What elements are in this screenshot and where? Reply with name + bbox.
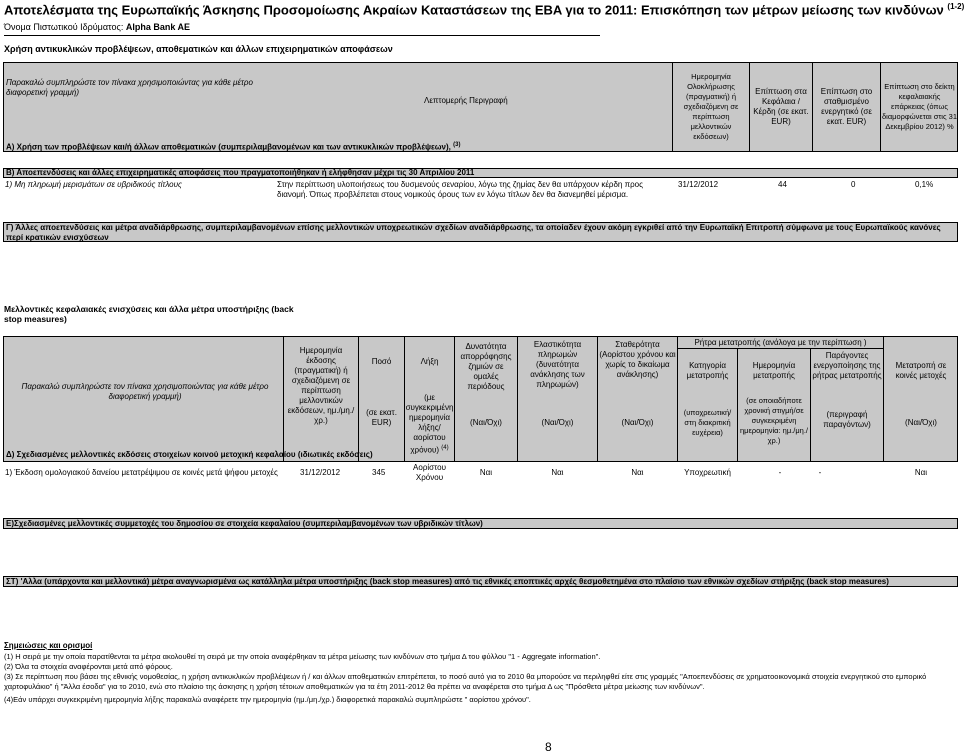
table2-rowST: ΣΤ) 'Αλλα (υπάρχοντα και μελλοντικά) μέτρα αναγνωρισμένα ως κατάλληλα μέτρα υποστήριξης (back stop measures) από τις εθνικές εποπτικές αρχές θεσμοθετημένα στο πλαίσιο των εθνικών σχεδίων στήριξης (back stop measures) [6, 577, 889, 586]
table2-conv-header: Ρήτρα μετατροπής (ανάλογα με την περίπτωση ) [694, 338, 867, 347]
table2-col-perm-sub: (Ναι/Όχι) [621, 418, 654, 427]
table2-rowE: Ε)Σχεδιασμένες μελλοντικές συμμετοχές του δημοσίου σε στοιχεία κεφαλαίου (συμπεριλαμβανομένων των υβριδικών τίτλων) [6, 519, 483, 528]
table2-col-convdate-sub: (σε οποιαδήποτε χρονική στιγμή/σε συγκεκριμένη ημερομηνία: ημ./μη./χρ.) [739, 396, 808, 445]
table2-col-factors-sub: (περιγραφή παραγόντων) [823, 410, 871, 429]
table2-col-flex-sub: (Ναι/Όχι) [541, 418, 574, 427]
table1-row1-rwa: 0 [851, 180, 856, 189]
table2-col-flex: Ελαστικότητα πληρωμών (δυνατότητα ανάκλησης των πληρωμών) [530, 340, 585, 389]
table2-col-factors: Παράγοντες ενεργοποίησης της ρήτρας μετατροπής [812, 351, 882, 380]
table1-rowG: Γ) Άλλες αποεπενδύσεις και μέτρα αναδιάρθρωσης, συμπεριλαμβανομένων επίσης μελλοντικών υποχρεωτικών σχεδίων αναδιάρθρωσης, τα οποίαδεν έχουν ακόμη εγκριθεί από την Ευρωπαϊκή Επιτροπή σύμφωνα με τους Ευρωπαϊκούς κανόνες περί κρατικών ενισχύσεων [6, 223, 941, 242]
table2-rowST-bar [3, 576, 958, 587]
table1-detail-header: Λεπτομερής Περιγραφή [424, 96, 508, 105]
table2-col-common: Μετατροπή σε κοινές μετοχές [895, 361, 947, 380]
table1-rowG-bar [3, 222, 958, 242]
note-4: (4)Εάν υπάρχει συγκεκριμένη ημερομηνία λήξης παρακαλώ αναφέρετε την ημερομηνία (ημ./μη./χρ.) διαφορετικά παρακαλώ συμπληρώστε " αορίστου χρόνου". [4, 695, 531, 704]
table2-instruction: Παρακαλώ συμπληρώστε τον πίνακα χρησιμοποιώντας για κάθε μέτρο διαφορετική γραμμή) [21, 382, 269, 401]
table2-col-maturity: Λήξη [420, 357, 439, 366]
table2-col-perm: Σταθερότητα (Αορίστου χρόνου και χωρίς το δικαίωμα ανάκλησης) [599, 340, 676, 379]
notes-title: Σημειώσεις και ορισμοί [4, 641, 93, 650]
table1-row1-date: 31/12/2012 [678, 180, 719, 189]
page-title: Αποτελέσματα της Ευρωπαϊκής Άσκησης Προσομοίωσης Ακραίων Καταστάσεων της EBA για το 2011: Επισκόπηση των μέτρων μείωσης των κινδύνων $^{(1-2)}$ [4, 2, 964, 18]
table1-row1-detail-1: Στην περίπτωση υλοποιήσεως του δυσμενούς σεναρίου, λόγω της ζημίας δεν θα υπάρχουν κέρδη προς [277, 180, 643, 189]
table2-col-maturity-sub: (με συγκεκριμένη ημερομηνία λήξης/ αορίστου χρόνου) $^{(4)}$ [405, 393, 454, 455]
table2-row1-maturity: Αορίστου Χρόνου [413, 463, 446, 482]
table1-col-date: Ημερομηνία Ολοκλήρωσης (πραγματική) ή σχεδιαζόμενη σε περίπτωση μελλοντικών εκδόσεων) [683, 72, 739, 141]
note-3b: χαρτοφυλάκιο" ή "Άλλα έσοδα" για το 2010, ενώ στο πλαίσιο της άσκησης η χρήση τέτοιων αποθεματικών για τα έτη 2011-2012 θα πρέπει να αναφέρεται στο τμήμα Δ ως "Πρόσθετα μέτρα μείωσης των κινδύνων". [4, 682, 705, 691]
table2-col-date: Ημερομηνία έκδοσης (πραγματική) ή σχεδιαζόμενη σε περίπτωση μελλοντικών εκδόσεων, ημ./μη./χρ.) [287, 345, 355, 425]
table2-col-amount: Ποσό [371, 357, 392, 366]
table1-col-rwa: Επίπτωση στο σταθμισμένο ενεργητικό (σε εκατ. EUR) [820, 87, 873, 126]
table2-col-amount-unit: (σε εκατ. EUR) [366, 408, 397, 427]
table2-col-cancel: Δυνατότητα απορρόφησης ζημιών σε ομαλές περιόδους [460, 342, 512, 391]
table1-rowA: Α) Χρήση των προβλέψεων και/ή άλλων αποθεματικών (συμπεριλαμβανομένων και των αντικυκλικών προβλέψεων), $^{(3)}$ [6, 142, 461, 152]
table2-col-cat-sub: (υποχρεωτική/ στη διακριτική ευχέρεια) [683, 408, 732, 437]
table1-row1-detail-2: διανομή. Όπως προβλέπεται στους νομικούς όρους των εν λόγω τίτλων δεν θα διανεμηθεί μέρισμα. [277, 190, 629, 199]
title-underline [4, 35, 600, 36]
table2-rowE-bar [3, 518, 958, 529]
table2-row1-cancel: Ναι [479, 468, 493, 477]
table2-row1-date: 31/12/2012 [300, 468, 341, 477]
table2-row1-cat: Υποχρεωτική [684, 468, 731, 477]
table2-row1-factors: - [818, 468, 822, 477]
table2-col-cancel-sub: (Ναι/Όχι) [470, 418, 502, 427]
table1-col-capital: Επίπτωση στα Κεφάλαια / Κέρδη (σε εκατ. EUR) [753, 87, 809, 126]
table2-row1-flex: Ναι [551, 468, 564, 477]
table1-rowB: Β) Αποεπενδύσεις και άλλες επιχειρηματικές αποφάσεις που πραγματοποιήθηκαν ή ελήφθησαν μέχρι τις 30 Απριλίου 2011 [6, 168, 475, 177]
note-1: (1) Η σειρά με την οποία παρατίθενται τα μέτρα ακολουθεί τη σειρά με την οποία αναφέρθηκαν τα μέτρα μείωσης των κινδύνων στο τμήμα Δ του φύλλου "1 - Aggregate information". [4, 652, 601, 661]
table1-rowB-bar [3, 168, 958, 178]
table1-row1-label: 1) Μη πληρωμή μερισμάτων σε υβριδικούς τίτλους [5, 180, 182, 189]
table2-rowD: Δ) Σχεδιασμένες μελλοντικές εκδόσεις στοιχείων κοινού μετοχική κεφαλαίου (ιδιωτικές εκδόσεις) [6, 450, 373, 459]
bank-line: Όνομα Πιστωτικού Ιδρύματος: Alpha Bank AE [4, 22, 191, 32]
table2-col-convdate: Ημερομηνία μετατροπής [752, 361, 796, 380]
note-3a: (3) Σε περίπτωση που βάσει της εθνικής νομοθεσίας, η χρήση αντικυκλικών προβλέψεων ή / και άλλων αποθεματικών επιτρέπεται, το ποσό αυτό για το 2010 θα μπορούσε να περιληφθεί είτε στις γραμμές "Αποεπενδύσεις σε χρηματοοικονομικά στοιχεία ενεργητικού στο εμπορικό [4, 672, 927, 681]
table1-col-ratio: Επίπτωση στο δείκτη κεφαλαιακής επάρκειας (όπως διαμορφώνεται στις 31 Δεκεμβρίου 2012) % [882, 82, 957, 131]
table1-row1-ratio: 0,1% [915, 180, 934, 189]
table1-row1-capital: 44 [778, 180, 787, 189]
note-2: (2) Όλα τα στοιχεία αναφέρονται μετά από φόρους. [4, 662, 173, 671]
section1-title: Χρήση αντικυκλικών προβλέψεων, αποθεματικών και άλλων επιχειρηματικών αποφάσεων [4, 44, 393, 54]
table2-col-cat: Κατηγορία μετατροπής [686, 361, 729, 380]
table1-instruction: Παρακαλώ συμπληρώστε τον πίνακα χρησιμοποιώντας για κάθε μέτρο διαφορετική γραμμή) [6, 78, 253, 97]
table2-row1-amount: 345 [372, 468, 386, 477]
page-number: 8 [545, 740, 552, 754]
table2-row1-label: 1) Έκδοση ομολογιακού δανείου μετατρέψιμου σε κοινές μετά ψήφου μετοχές [5, 468, 278, 477]
table2-row1-convdate: - [778, 468, 782, 477]
table2-row1-perm: Ναι [631, 468, 644, 477]
table2-row1-common: Ναι [914, 468, 928, 477]
section2-title: Μελλοντικές κεφαλαιακές ενισχύσεις και άλλα μέτρα υποστήριξης (back stop measures) [4, 304, 294, 324]
table2-col-common-sub: (Ναι/Όχι) [905, 418, 937, 427]
